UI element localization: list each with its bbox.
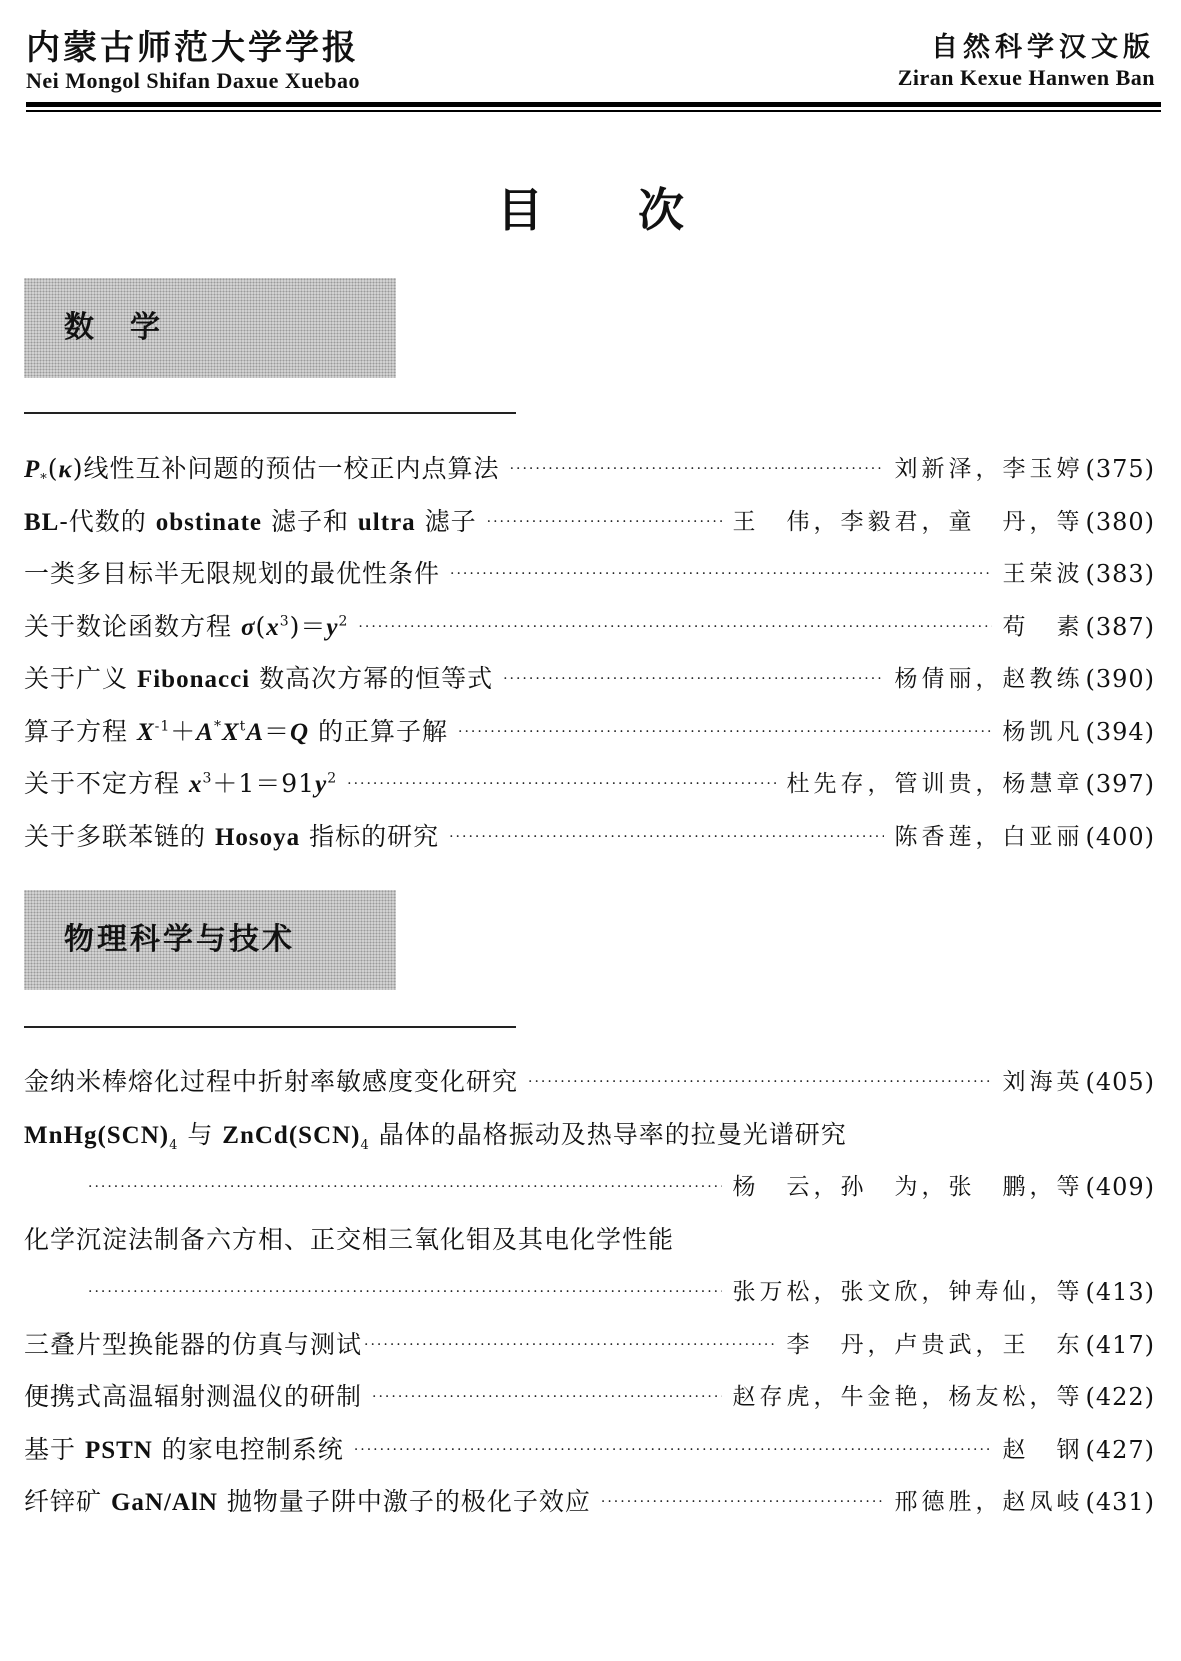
section-heading-box-math xyxy=(24,278,396,378)
section-rule-physics xyxy=(24,1026,516,1028)
journal-header-left xyxy=(26,28,360,94)
entry-title: BL-代数的 obstinate 滤子和 ultra 滤子 xyxy=(24,506,477,536)
leader-dots xyxy=(88,1272,722,1312)
entry-page: (390) xyxy=(1085,665,1155,693)
header-rule-thin xyxy=(26,110,1161,112)
entry-page: (375) xyxy=(1085,455,1155,483)
entry-title: 关于广义 Fibonacci 数高次方幂的恒等式 xyxy=(24,663,494,693)
entry-title: 纤锌矿 GaN/AlN 抛物量子阱中激子的极化子效应 xyxy=(24,1486,591,1516)
entry-page: (422) xyxy=(1085,1383,1155,1411)
entry-title[interactable]: $MnHg(SCN)_4$ 与 $ZnCd(SCN)_4$ 晶体的晶格振动及热导率的拉曼光谱研究 xyxy=(24,1120,847,1153)
entry-page: (431) xyxy=(1085,1488,1155,1516)
leader-dots xyxy=(88,1167,722,1207)
leader-dots xyxy=(347,764,776,804)
header-rule-thick xyxy=(26,102,1161,107)
entry-title: 关于不定方程 $x^3+1=91y^2$ xyxy=(24,768,338,798)
entry-authors: 杨 云，孙 为，张 鹏，等 xyxy=(732,1174,1084,1200)
entry-authors: 杨凯凡 xyxy=(1002,719,1084,745)
leader-dots xyxy=(487,502,723,542)
leader-dots xyxy=(358,607,992,647)
entry-title: 三叠片型换能器的仿真与测试 xyxy=(24,1330,363,1359)
entry-title[interactable]: 化学沉淀法制备六方相、正交相三氧化钼及其电化学性能 xyxy=(24,1225,675,1254)
journal-header-right xyxy=(898,28,1155,91)
entry-authors: 杨倩丽，赵教练 xyxy=(894,666,1084,692)
toc-entry[interactable] xyxy=(88,1272,1155,1312)
toc-entry[interactable] xyxy=(24,659,1155,699)
entry-page: (409) xyxy=(1085,1173,1155,1201)
entry-authors: 陈香莲，白亚丽 xyxy=(894,824,1084,850)
entry-page: (400) xyxy=(1085,823,1155,851)
section-rule-math xyxy=(24,412,516,414)
entry-page: (405) xyxy=(1085,1068,1155,1096)
edition-name-cn: 自然科学汉文版 xyxy=(931,32,1155,63)
toc-entry[interactable] xyxy=(24,449,1155,489)
toc-entry[interactable] xyxy=(88,1167,1155,1207)
edition-name-pinyin: Ziran Kexue Hanwen Ban xyxy=(897,65,1155,90)
entry-authors: 张万松，张文欣，钟寿仙，等 xyxy=(732,1279,1084,1305)
leader-dots xyxy=(354,1430,993,1470)
leader-dots xyxy=(510,449,885,489)
entry-title: 关于数论函数方程 $\sigma(x^3)=y^2$ xyxy=(24,611,349,641)
toc-entry[interactable] xyxy=(24,554,1155,594)
leader-dots xyxy=(601,1482,885,1522)
section-heading-box-physics xyxy=(24,890,396,990)
section-heading-physics: 物理科学与技术 xyxy=(64,922,295,957)
section-heading-math: 数学 xyxy=(64,310,196,345)
entry-page: (387) xyxy=(1085,613,1155,641)
entry-authors: 杜先存，管训贵，杨慧章 xyxy=(786,771,1084,797)
entry-page: (380) xyxy=(1085,508,1155,536)
toc-entry[interactable] xyxy=(24,1325,1155,1365)
entry-page: (397) xyxy=(1085,770,1155,798)
entry-page: (417) xyxy=(1085,1331,1155,1359)
entry-page: (413) xyxy=(1085,1278,1155,1306)
entry-title: 基于 PSTN 的家电控制系统 xyxy=(24,1434,344,1464)
toc-entry[interactable] xyxy=(24,764,1155,804)
toc-entry[interactable] xyxy=(24,502,1155,542)
entry-authors: 苟 素 xyxy=(1002,614,1084,640)
entry-title: 算子方程 $X^{-1}+A^*X^tA=Q$ 的正算子解 xyxy=(24,716,449,746)
entry-authors: 王 伟，李毅君，童 丹，等 xyxy=(732,509,1084,535)
toc-entry[interactable] xyxy=(24,1430,1155,1470)
entry-authors: 赵 钢 xyxy=(1002,1437,1084,1463)
entry-authors: 赵存虎，牛金艳，杨友松，等 xyxy=(732,1384,1084,1410)
entry-title: 一类多目标半无限规划的最优性条件 xyxy=(24,559,441,588)
entry-page: (394) xyxy=(1085,718,1155,746)
toc-entry[interactable] xyxy=(24,607,1155,647)
entry-title: 便携式高温辐射测温仪的研制 xyxy=(24,1382,363,1411)
leader-dots xyxy=(458,712,992,752)
toc-entry[interactable] xyxy=(24,1062,1155,1102)
leader-dots xyxy=(364,1325,776,1365)
entry-authors: 邢德胜，赵凤岐 xyxy=(894,1489,1084,1515)
leader-dots xyxy=(372,1377,722,1417)
entry-title: 关于多联苯链的 Hosoya 指标的研究 xyxy=(24,821,440,851)
entry-authors: 刘新泽，李玉婷 xyxy=(894,456,1084,482)
leader-dots xyxy=(503,659,884,699)
toc-entry[interactable] xyxy=(24,712,1155,752)
journal-name-pinyin: Nei Mongol Shifan Daxue Xuebao xyxy=(26,68,361,93)
entry-authors: 王荣波 xyxy=(1002,561,1084,587)
entry-page: (427) xyxy=(1085,1436,1155,1464)
leader-dots xyxy=(528,1062,992,1102)
entry-title: 金纳米棒熔化过程中折射率敏感度变化研究 xyxy=(24,1067,519,1096)
entry-authors: 李 丹，卢贵武，王 东 xyxy=(786,1332,1084,1358)
page-title: 目次 xyxy=(497,183,779,237)
entry-page: (383) xyxy=(1085,560,1155,588)
leader-dots xyxy=(449,817,884,857)
toc-entry[interactable] xyxy=(24,1482,1155,1522)
toc-entry[interactable] xyxy=(24,1377,1155,1417)
leader-dots xyxy=(450,554,992,594)
entry-authors: 刘海英 xyxy=(1002,1069,1084,1095)
toc-entry[interactable] xyxy=(24,817,1155,857)
entry-title: $P_*(\kappa)$线性互补问题的预估一校正内点算法 xyxy=(24,453,500,487)
journal-name-cn: 内蒙古师范大学学报 xyxy=(26,28,359,68)
